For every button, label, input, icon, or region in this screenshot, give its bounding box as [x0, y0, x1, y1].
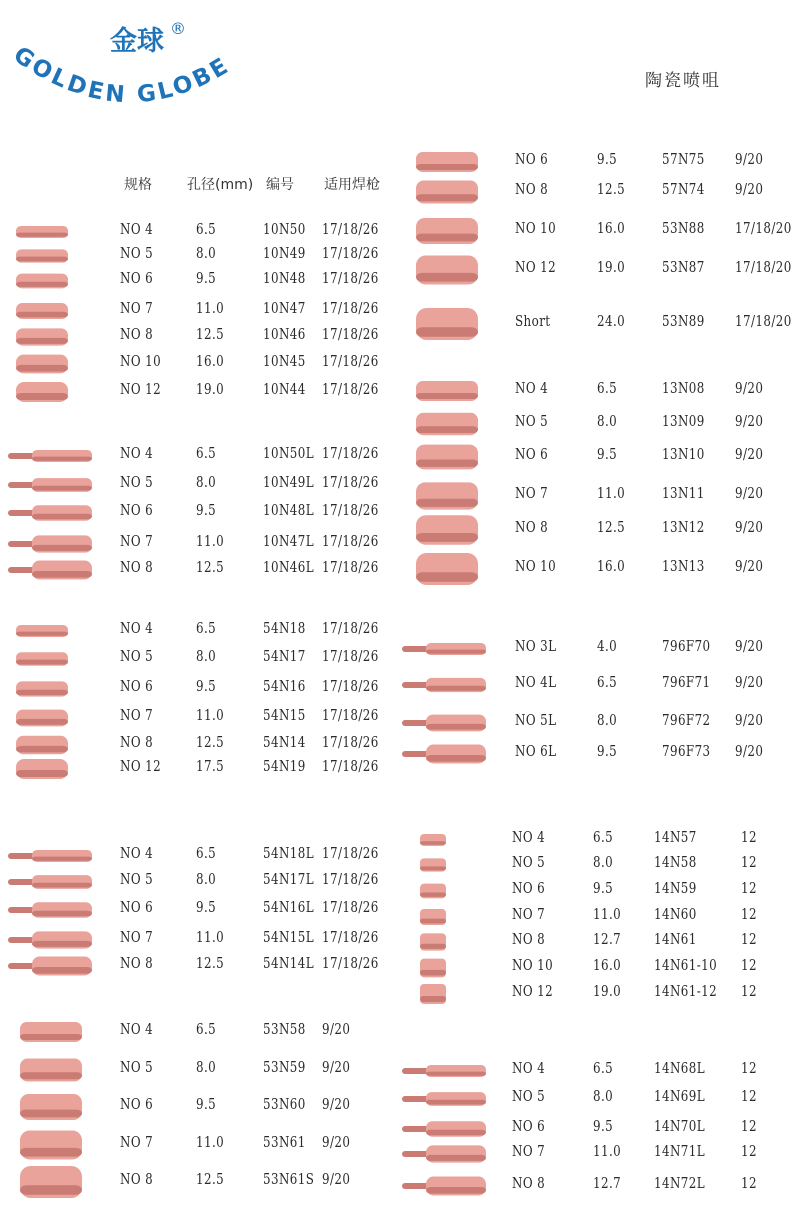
torch-cell: 17/18/26 [322, 354, 379, 370]
torch-cell: 12 [741, 984, 757, 1000]
code-cell: 14N58 [654, 855, 697, 871]
header-spec: 规格 [124, 177, 152, 193]
header-code: 编号 [266, 177, 294, 193]
nozzle-image [400, 1118, 490, 1140]
hole-cell: 11.0 [196, 708, 225, 724]
hole-cell: 9.5 [593, 881, 614, 897]
hole-cell: 9.5 [196, 900, 217, 916]
spec-cell: NO 7 [120, 301, 154, 317]
code-cell: 14N60 [654, 907, 697, 923]
hole-cell: 8.0 [593, 855, 614, 871]
torch-cell: 17/18/26 [322, 382, 379, 398]
code-cell: 13N10 [662, 447, 705, 463]
hole-cell: 6.5 [196, 621, 217, 637]
hole-cell: 16.0 [196, 354, 225, 370]
hole-cell: 8.0 [196, 872, 217, 888]
torch-cell: 9/20 [735, 639, 764, 655]
nozzle-image [400, 1143, 490, 1165]
torch-cell: 17/18/26 [322, 271, 379, 287]
torch-cell: 9/20 [735, 520, 764, 536]
table-row [0, 182, 800, 202]
code-cell: 10N46L [263, 560, 315, 576]
code-cell: 14N71L [654, 1144, 706, 1160]
nozzle-image [408, 406, 483, 442]
torch-cell: 12 [741, 1176, 757, 1192]
spec-cell: NO 4 [512, 1061, 546, 1077]
table-row [0, 354, 800, 374]
torch-cell: 12 [741, 830, 757, 846]
hole-cell: 9.5 [597, 152, 618, 168]
torch-cell: 12 [741, 855, 757, 871]
hole-cell: 12.7 [593, 932, 622, 948]
torch-cell: 17/18/26 [322, 708, 379, 724]
torch-cell: 17/18/20 [735, 260, 792, 276]
spec-cell: NO 6L [515, 744, 557, 760]
nozzle-image [408, 439, 483, 475]
nozzle-image [400, 1088, 490, 1110]
code-cell: 54N14 [263, 735, 306, 751]
spec-cell: NO 8 [120, 956, 154, 972]
nozzle-image [416, 930, 451, 954]
torch-cell: 17/18/26 [322, 649, 379, 665]
hole-cell: 16.0 [597, 559, 626, 575]
logo-chinese: 金球 [110, 26, 164, 57]
hole-cell: 9.5 [196, 271, 217, 287]
torch-cell: 9/20 [322, 1172, 351, 1188]
torch-cell: 17/18/26 [322, 956, 379, 972]
nozzle-image [408, 551, 483, 587]
code-cell: 796F72 [662, 713, 711, 729]
logo-registered-mark: ® [170, 19, 186, 38]
spec-cell: NO 8 [512, 932, 546, 948]
golden-globe-logo [0, 0, 270, 125]
spec-cell: NO 4 [512, 830, 546, 846]
spec-cell: NO 7 [512, 907, 546, 923]
spec-cell: NO 4L [515, 675, 557, 691]
hole-cell: 6.5 [196, 1022, 217, 1038]
spec-cell: NO 10 [120, 354, 162, 370]
code-cell: 14N59 [654, 881, 697, 897]
code-cell: 53N60 [263, 1097, 306, 1113]
code-cell: 53N58 [263, 1022, 306, 1038]
hole-cell: 8.0 [196, 475, 217, 491]
torch-cell: 17/18/26 [322, 446, 379, 462]
spec-cell: NO 12 [515, 260, 557, 276]
table-row [0, 414, 800, 434]
code-cell: 54N15L [263, 930, 315, 946]
code-cell: 13N11 [662, 486, 705, 502]
torch-cell: 12 [741, 958, 757, 974]
code-cell: 10N48 [263, 271, 306, 287]
torch-cell: 17/18/26 [322, 930, 379, 946]
nozzle-image [400, 1175, 490, 1197]
code-cell: 10N49 [263, 246, 306, 262]
code-cell: 10N48L [263, 503, 315, 519]
hole-cell: 8.0 [597, 414, 618, 430]
nozzle-image [408, 174, 483, 210]
code-cell: 54N16L [263, 900, 315, 916]
torch-cell: 17/18/26 [322, 246, 379, 262]
code-cell: 54N17 [263, 649, 306, 665]
torch-cell: 12 [741, 1089, 757, 1105]
torch-cell: 17/18/26 [322, 534, 379, 550]
code-cell: 53N61 [263, 1135, 306, 1151]
code-cell: 14N69L [654, 1089, 706, 1105]
nozzle-image [416, 879, 451, 903]
spec-cell: NO 4 [120, 222, 154, 238]
hole-cell: 16.0 [597, 221, 626, 237]
torch-cell: 12 [741, 881, 757, 897]
hole-cell: 8.0 [196, 246, 217, 262]
nozzle-image [400, 712, 490, 734]
spec-cell: NO 4 [515, 381, 549, 397]
code-cell: 54N17L [263, 872, 315, 888]
torch-cell: 12 [741, 1061, 757, 1077]
code-cell: 10N45 [263, 354, 306, 370]
table-row [0, 221, 800, 241]
nozzle-image [400, 1060, 490, 1082]
hole-cell: 6.5 [196, 446, 217, 462]
code-cell: 57N75 [662, 152, 705, 168]
spec-cell: NO 5 [120, 246, 154, 262]
hole-cell: 12.5 [196, 735, 225, 751]
spec-cell: NO 7 [512, 1144, 546, 1160]
spec-cell: NO 6 [515, 447, 549, 463]
torch-cell: 17/18/26 [322, 475, 379, 491]
torch-cell: 9/20 [322, 1022, 351, 1038]
torch-cell: 17/18/26 [322, 735, 379, 751]
spec-cell: NO 12 [120, 382, 162, 398]
torch-cell: 17/18/26 [322, 621, 379, 637]
code-cell: 53N87 [662, 260, 705, 276]
torch-cell: 9/20 [735, 486, 764, 502]
hole-cell: 6.5 [593, 830, 614, 846]
code-cell: 14N61 [654, 932, 697, 948]
nozzle-image [400, 674, 490, 696]
hole-cell: 12.5 [196, 1172, 225, 1188]
code-cell: 14N57 [654, 830, 697, 846]
spec-cell: NO 5 [512, 1089, 546, 1105]
code-cell: 14N70L [654, 1119, 706, 1135]
torch-cell: 12 [741, 907, 757, 923]
nozzle-image [12, 353, 72, 375]
nozzle-image [408, 213, 483, 249]
code-cell: 54N18L [263, 846, 315, 862]
code-cell: 54N18 [263, 621, 306, 637]
table-row [0, 830, 800, 850]
spec-cell: NO 6 [120, 271, 154, 287]
page-title: 陶瓷喷咀 [645, 71, 721, 91]
code-cell: 13N12 [662, 520, 705, 536]
spec-cell: Short [515, 314, 551, 330]
torch-cell: 17/18/26 [322, 503, 379, 519]
code-cell: 54N15 [263, 708, 306, 724]
spec-cell: NO 7 [120, 1135, 154, 1151]
spec-cell: NO 5 [120, 1060, 154, 1076]
torch-cell: 17/18/26 [322, 301, 379, 317]
code-cell: 54N14L [263, 956, 315, 972]
torch-cell: 17/18/26 [322, 679, 379, 695]
spec-cell: NO 4 [120, 446, 154, 462]
hole-cell: 6.5 [597, 675, 618, 691]
torch-cell: 9/20 [735, 744, 764, 760]
hole-cell: 19.0 [196, 382, 225, 398]
nozzle-image [416, 905, 451, 929]
spec-cell: NO 5 [515, 414, 549, 430]
table-row [0, 447, 800, 467]
hole-cell: 4.0 [597, 639, 618, 655]
spec-cell: NO 6 [120, 679, 154, 695]
spec-cell: NO 12 [512, 984, 554, 1000]
nozzle-image [416, 982, 451, 1006]
table-row [0, 381, 800, 401]
spec-cell: NO 5L [515, 713, 557, 729]
table-row [0, 260, 800, 280]
table-row [0, 958, 800, 978]
code-cell: 53N59 [263, 1060, 306, 1076]
spec-cell: NO 6 [120, 1097, 154, 1113]
hole-cell: 9.5 [196, 679, 217, 695]
code-cell: 13N09 [662, 414, 705, 430]
nozzle-image [408, 478, 483, 514]
code-cell: 796F73 [662, 744, 711, 760]
hole-cell: 11.0 [196, 930, 225, 946]
torch-cell: 17/18/26 [322, 222, 379, 238]
code-cell: 10N49L [263, 475, 315, 491]
hole-cell: 9.5 [196, 1097, 217, 1113]
logo-english: GOLDEN GLOBE [8, 41, 235, 109]
code-cell: 53N61S [263, 1172, 315, 1188]
table-row [0, 1022, 800, 1042]
hole-cell: 17.5 [196, 759, 225, 775]
nozzle-image [408, 306, 483, 342]
spec-cell: NO 6 [120, 900, 154, 916]
table-row [0, 314, 800, 334]
nozzle-image [416, 853, 451, 877]
code-cell: 796F70 [662, 639, 711, 655]
header-torch: 适用焊枪 [324, 177, 380, 193]
hole-cell: 8.0 [593, 1089, 614, 1105]
spec-cell: NO 4 [120, 846, 154, 862]
code-cell: 14N68L [654, 1061, 706, 1077]
spec-cell: NO 8 [512, 1176, 546, 1192]
spec-cell: NO 10 [515, 559, 557, 575]
hole-cell: 11.0 [196, 301, 225, 317]
spec-cell: NO 8 [515, 182, 549, 198]
spec-cell: NO 4 [120, 1022, 154, 1038]
code-cell: 53N88 [662, 221, 705, 237]
spec-cell: NO 6 [120, 503, 154, 519]
torch-cell: 17/18/26 [322, 872, 379, 888]
code-cell: 14N61-10 [654, 958, 718, 974]
spec-cell: NO 7 [120, 708, 154, 724]
torch-cell: 9/20 [735, 182, 764, 198]
spec-cell: NO 4 [120, 621, 154, 637]
spec-cell: NO 10 [515, 221, 557, 237]
code-cell: 57N74 [662, 182, 705, 198]
table-row [0, 152, 800, 172]
spec-cell: NO 5 [120, 475, 154, 491]
torch-cell: 9/20 [322, 1097, 351, 1113]
spec-cell: NO 5 [512, 855, 546, 871]
code-cell: 796F71 [662, 675, 711, 691]
header-hole: 孔径(mm) [187, 177, 254, 193]
code-cell: 10N44 [263, 382, 306, 398]
hole-cell: 12.5 [597, 520, 626, 536]
spec-cell: NO 6 [512, 1119, 546, 1135]
hole-cell: 6.5 [593, 1061, 614, 1077]
hole-cell: 8.0 [196, 649, 217, 665]
code-cell: 54N19 [263, 759, 306, 775]
spec-cell: NO 5 [120, 872, 154, 888]
table-row [0, 559, 800, 579]
spec-cell: NO 10 [512, 958, 554, 974]
code-cell: 14N61-12 [654, 984, 718, 1000]
hole-cell: 12.5 [196, 956, 225, 972]
hole-cell: 6.5 [597, 381, 618, 397]
spec-cell: NO 6 [512, 881, 546, 897]
torch-cell: 12 [741, 1119, 757, 1135]
spec-cell: NO 7 [515, 486, 549, 502]
code-cell: 54N16 [263, 679, 306, 695]
hole-cell: 19.0 [593, 984, 622, 1000]
hole-cell: 8.0 [597, 713, 618, 729]
table-row [0, 520, 800, 540]
table-row [0, 932, 800, 952]
torch-cell: 12 [741, 932, 757, 948]
spec-cell: NO 6 [515, 152, 549, 168]
code-cell: 13N13 [662, 559, 705, 575]
torch-cell: 9/20 [735, 713, 764, 729]
code-cell: 14N72L [654, 1176, 706, 1192]
spec-cell: NO 12 [120, 759, 162, 775]
spec-cell: NO 8 [120, 327, 154, 343]
spec-cell: NO 8 [120, 560, 154, 576]
torch-cell: 9/20 [735, 414, 764, 430]
hole-cell: 9.5 [597, 744, 618, 760]
hole-cell: 12.7 [593, 1176, 622, 1192]
torch-cell: 17/18/20 [735, 221, 792, 237]
spec-cell: NO 5 [120, 649, 154, 665]
nozzle-image [12, 1014, 87, 1050]
spec-cell: NO 3L [515, 639, 557, 655]
hole-cell: 24.0 [597, 314, 626, 330]
table-row [0, 486, 800, 506]
torch-cell: 12 [741, 1144, 757, 1160]
torch-cell: 9/20 [735, 559, 764, 575]
hole-cell: 9.5 [196, 503, 217, 519]
torch-cell: 9/20 [735, 675, 764, 691]
hole-cell: 6.5 [196, 846, 217, 862]
hole-cell: 11.0 [196, 534, 225, 550]
torch-cell: 17/18/26 [322, 900, 379, 916]
code-cell: 10N47L [263, 534, 315, 550]
torch-cell: 9/20 [735, 447, 764, 463]
spec-cell: NO 8 [515, 520, 549, 536]
spec-cell: NO 8 [120, 1172, 154, 1188]
nozzle-image [400, 638, 490, 660]
hole-cell: 19.0 [597, 260, 626, 276]
torch-cell: 17/18/26 [322, 759, 379, 775]
hole-cell: 11.0 [196, 1135, 225, 1151]
hole-cell: 9.5 [597, 447, 618, 463]
torch-cell: 17/18/20 [735, 314, 792, 330]
torch-cell: 17/18/26 [322, 846, 379, 862]
spec-cell: NO 8 [120, 735, 154, 751]
torch-cell: 9/20 [735, 381, 764, 397]
nozzle-image [416, 956, 451, 980]
code-cell: 10N50 [263, 222, 306, 238]
code-cell: 53N89 [662, 314, 705, 330]
hole-cell: 9.5 [593, 1119, 614, 1135]
nozzle-image [408, 512, 483, 548]
code-cell: 10N46 [263, 327, 306, 343]
nozzle-image [408, 252, 483, 288]
torch-cell: 17/18/26 [322, 560, 379, 576]
torch-cell: 17/18/26 [322, 327, 379, 343]
spec-cell: NO 7 [120, 930, 154, 946]
code-cell: 13N08 [662, 381, 705, 397]
hole-cell: 12.5 [597, 182, 626, 198]
hole-cell: 11.0 [593, 907, 622, 923]
code-cell: 10N50L [263, 446, 315, 462]
nozzle-image [408, 373, 483, 409]
nozzle-image [416, 828, 451, 852]
spec-cell: NO 7 [120, 534, 154, 550]
hole-cell: 12.5 [196, 560, 225, 576]
hole-cell: 6.5 [196, 222, 217, 238]
torch-cell: 9/20 [322, 1135, 351, 1151]
hole-cell: 8.0 [196, 1060, 217, 1076]
hole-cell: 16.0 [593, 958, 622, 974]
torch-cell: 9/20 [735, 152, 764, 168]
table-row [0, 855, 800, 875]
table-row [0, 881, 800, 901]
hole-cell: 12.5 [196, 327, 225, 343]
hole-cell: 11.0 [597, 486, 626, 502]
nozzle-image [400, 743, 490, 765]
code-cell: 10N47 [263, 301, 306, 317]
table-row [0, 984, 800, 1004]
torch-cell: 9/20 [322, 1060, 351, 1076]
table-row [0, 907, 800, 927]
hole-cell: 11.0 [593, 1144, 622, 1160]
